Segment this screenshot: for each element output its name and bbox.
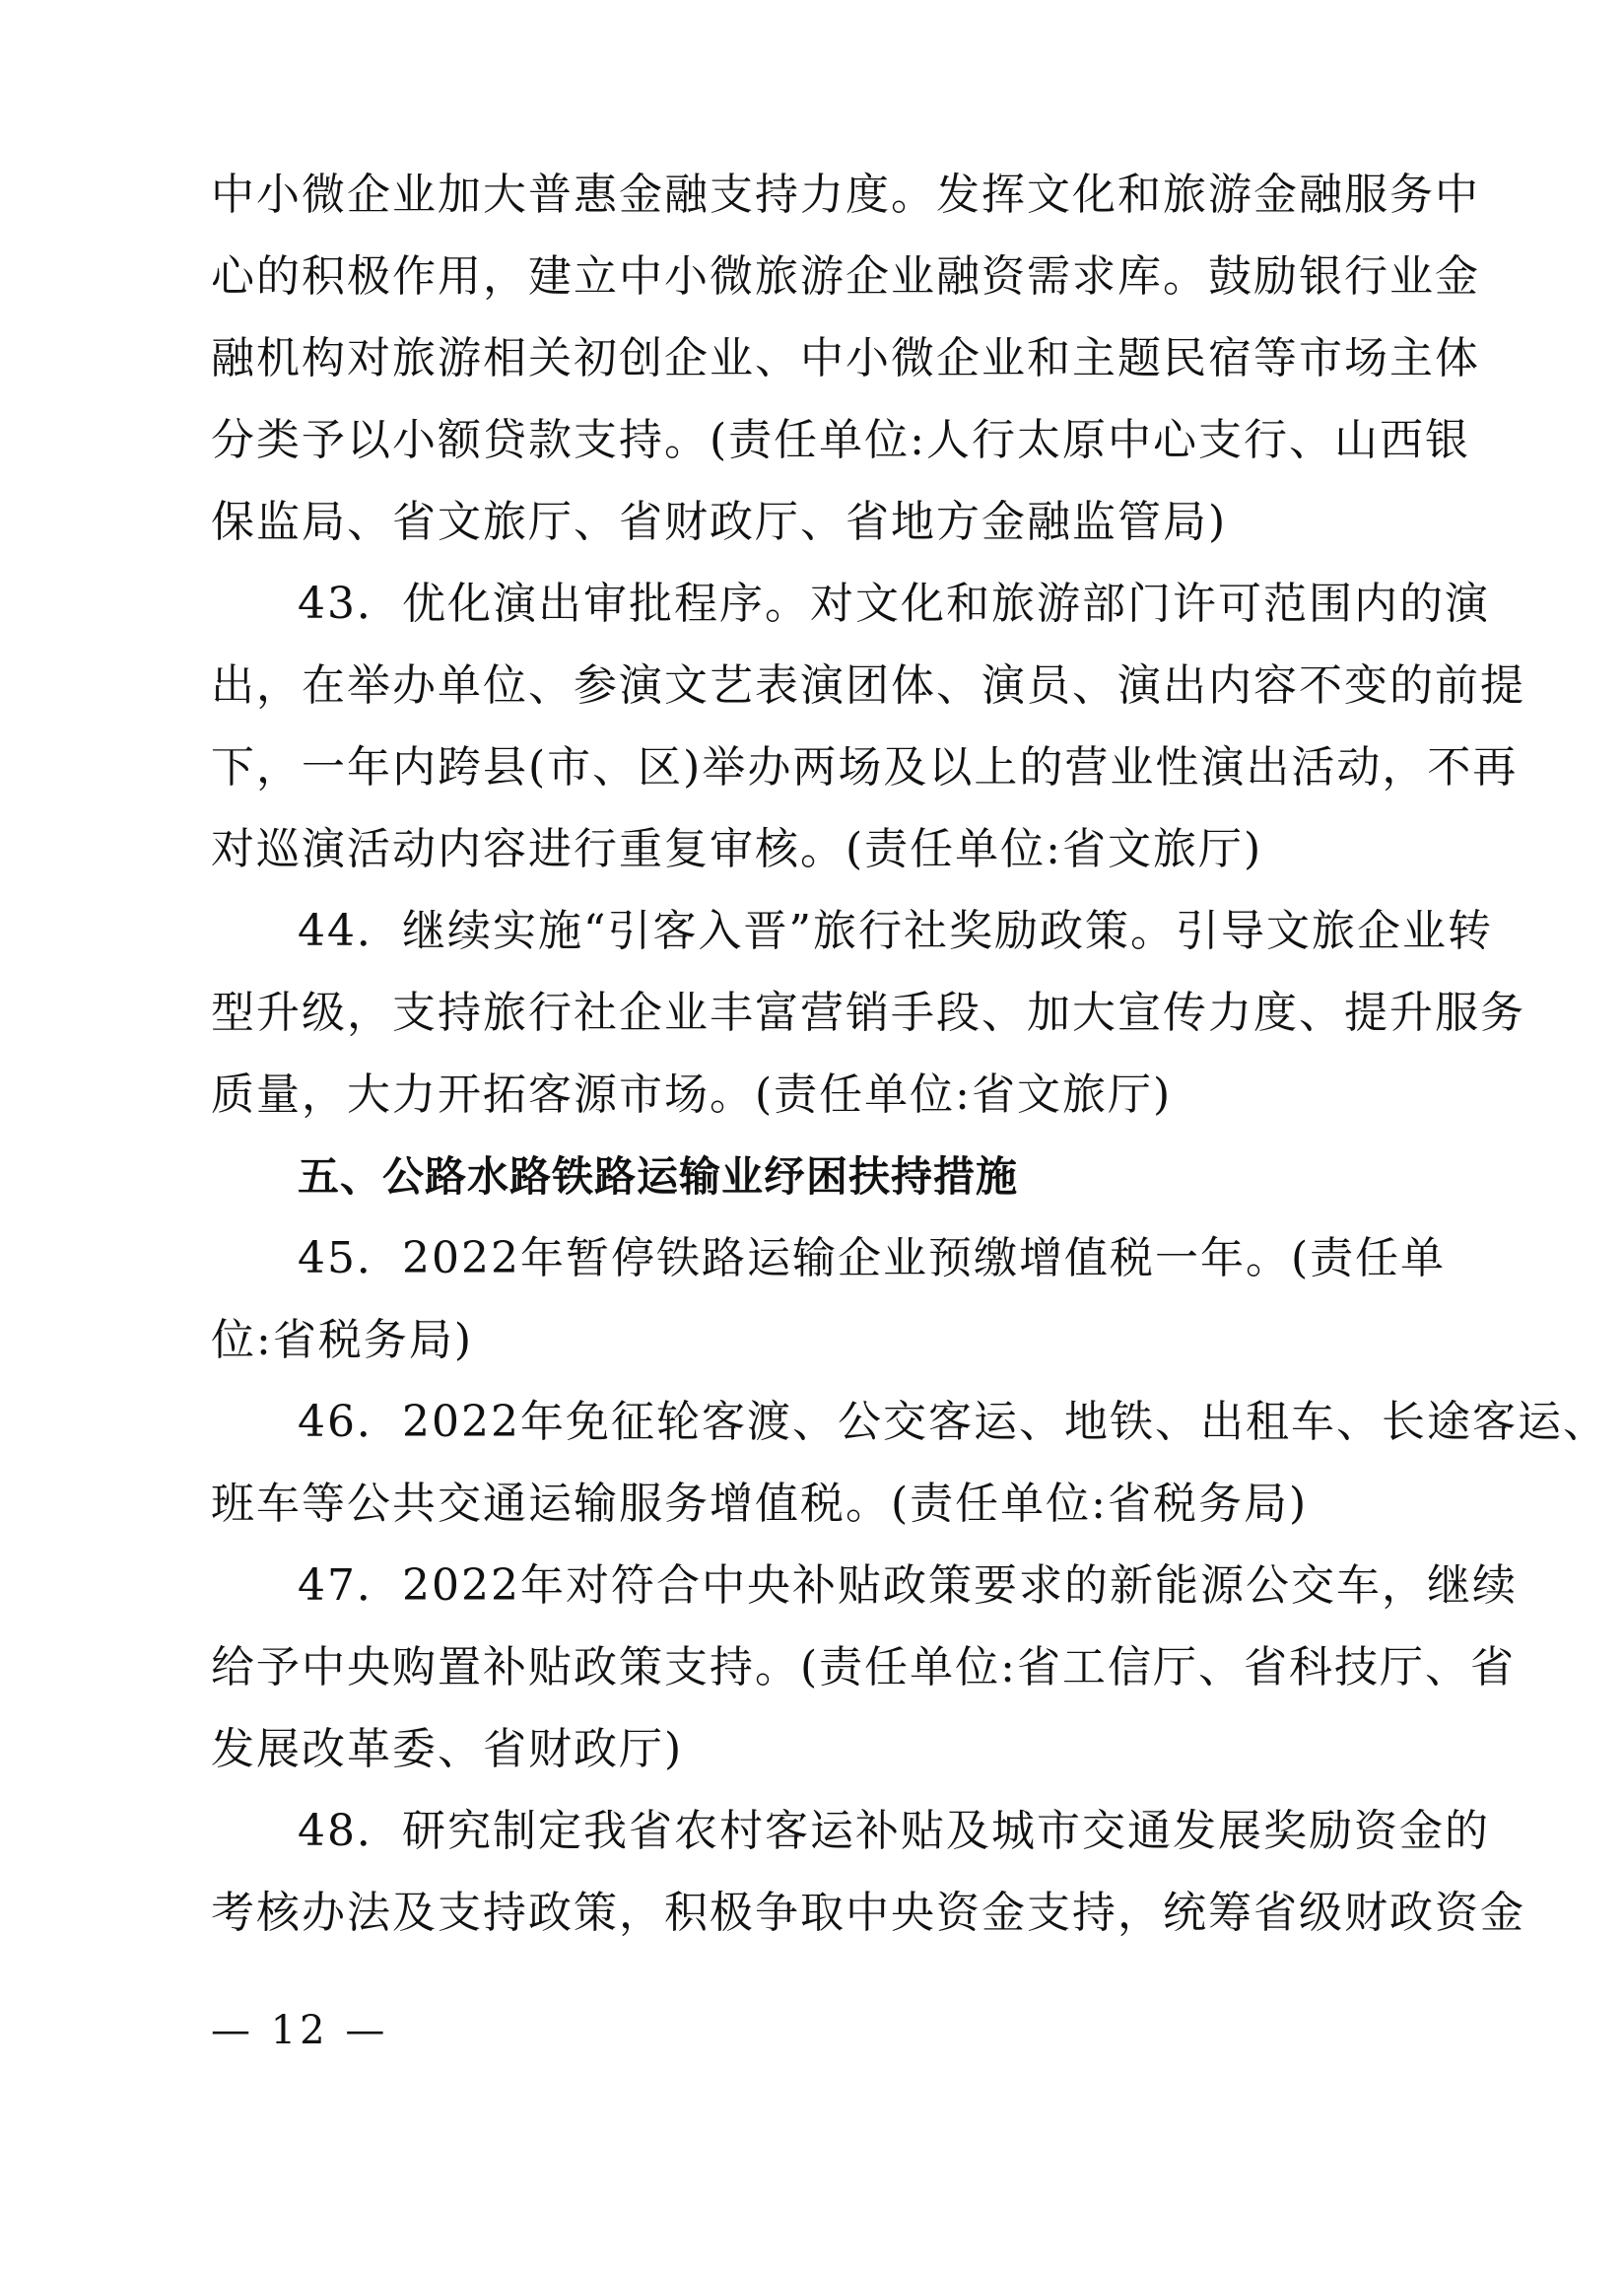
item-44-first-line: 44．继续实施“引客入晋”旅行社奖励政策。引导文旅企业转 (298, 906, 1493, 956)
body-text-line: 心的积极作用，建立中小微旅游企业融资需求库。鼓励银行业金 (211, 251, 1480, 302)
body-text-line: 位:省税务局) (211, 1315, 473, 1365)
body-text-line: 融机构对旅游相关初创企业、中小微企业和主题民宿等市场主体 (211, 333, 1480, 383)
item-45-first-line: 45．2022年暂停铁路运输企业预缴增值税一年。(责任单 (298, 1233, 1447, 1283)
body-text-line: 下，一年内跨县(市、区)举办两场及以上的营业性演出活动，不再 (211, 742, 1519, 793)
body-text-line: 分类予以小额贷款支持。(责任单位:人行太原中心支行、山西银 (211, 415, 1470, 465)
body-text-line: 型升级，支持旅行社企业丰富营销手段、加大宣传力度、提升服务 (211, 988, 1525, 1038)
item-46-first-line: 46．2022年免征轮客渡、公交客运、地铁、出租车、长途客运、 (298, 1397, 1608, 1447)
body-text-line: 发展改革委、省财政厅) (211, 1724, 684, 1774)
body-text-line: 中小微企业加大普惠金融支持力度。发挥文化和旅游金融服务中 (211, 170, 1480, 220)
body-text-line: 给予中央购置补贴政策支持。(责任单位:省工信厅、省科技厅、省 (211, 1642, 1516, 1692)
body-text-line: 保监局、省文旅厅、省财政厅、省地方金融监管局) (211, 497, 1228, 547)
item-47-first-line: 47．2022年对符合中央补贴政策要求的新能源公交车，继续 (298, 1560, 1518, 1611)
body-text-line: 出，在举办单位、参演文艺表演团体、演员、演出内容不变的前提 (211, 660, 1525, 711)
body-text-line: 班车等公共交通运输服务增值税。(责任单位:省税务局) (211, 1479, 1309, 1529)
item-48-first-line: 48．研究制定我省农村客运补贴及城市交通发展奖励资金的 (298, 1806, 1490, 1856)
item-43-first-line: 43．优化演出审批程序。对文化和旅游部门许可范围内的演 (298, 579, 1490, 629)
body-text-line: 考核办法及支持政策，积极争取中央资金支持，统筹省级财政资金 (211, 1888, 1525, 1938)
page-number: — 12 — (211, 2008, 389, 2053)
body-text-line: 对巡演活动内容进行重复审核。(责任单位:省文旅厅) (211, 824, 1263, 874)
body-text-line: 质量，大力开拓客源市场。(责任单位:省文旅厅) (211, 1070, 1173, 1120)
section-heading: 五、公路水路铁路运输业纾困扶持措施 (298, 1152, 1019, 1201)
